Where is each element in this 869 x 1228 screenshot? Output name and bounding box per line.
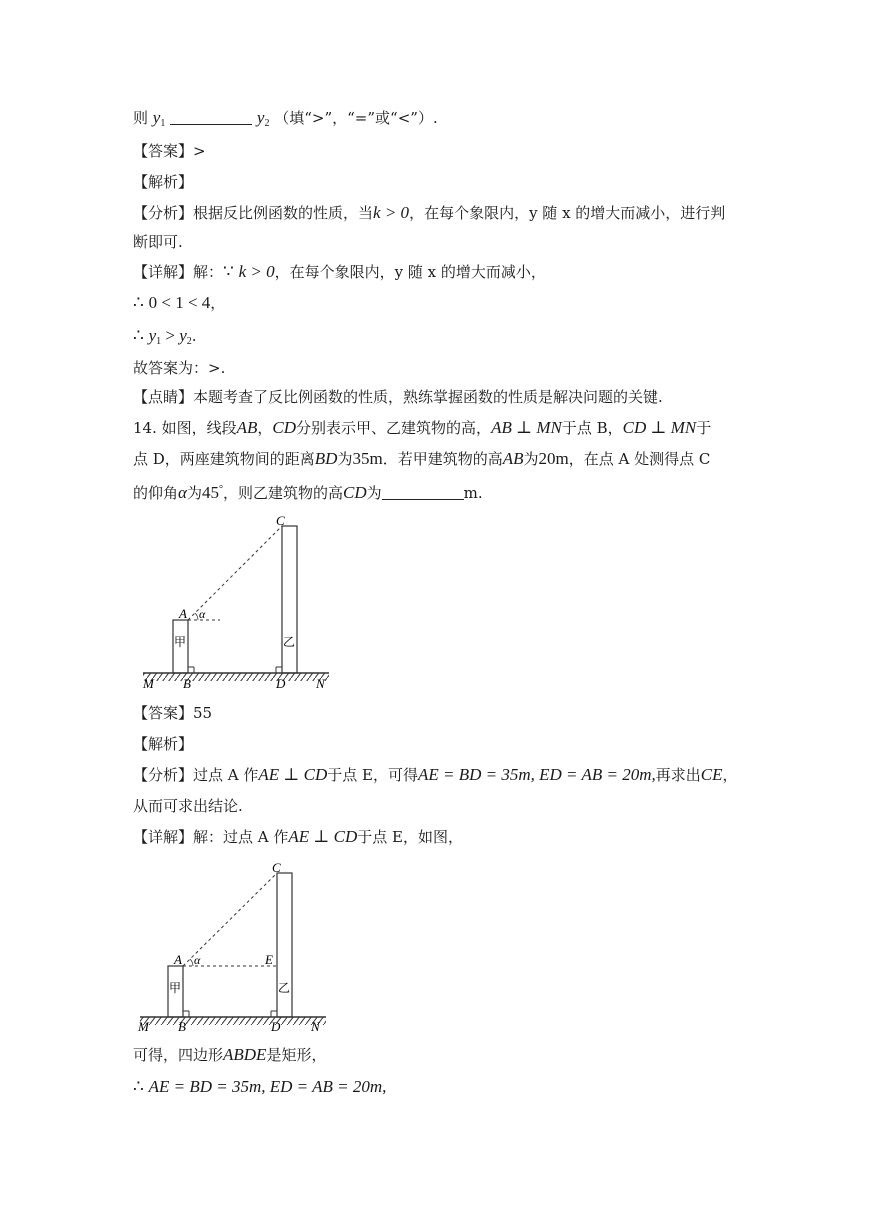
label-N: N [311,1019,320,1034]
equation-line: ∴ AE = BD = 35m, ED = AB = 20m, [133,1077,387,1096]
answer-line-14: 【答案】55 [133,704,213,722]
question-14-line-2: 点 D，两座建筑物间的距离BD为35m．若甲建筑物的高AB为20m，在点 A 处测得点 C [133,449,711,468]
building-figure-2 [132,856,332,1036]
label-C: C [272,860,281,875]
building-yi [282,526,297,673]
answer-line [133,141,206,161]
ground-hatch [140,1017,326,1025]
analysis-line-14-cont: 从而可求出结论. [133,797,243,815]
analysis-heading-14: 【解析】 [133,735,194,753]
sight-line-AC [188,526,282,620]
label-jia: 甲 [174,635,187,649]
building-yi [277,873,292,1017]
label-D: D [271,1019,281,1034]
label-yi: 乙 [278,981,291,995]
label-N: N [316,676,325,691]
y1-symbol: $y_1$ [152,108,166,129]
answer-value: > [193,142,206,160]
rectangle-line: 可得，四边形ABDE是矩形， [133,1045,327,1064]
label-E: E [265,952,273,967]
ground-hatch [143,673,329,681]
fill-blank-line: 则 $y_1$ $y_2$ （填“>”，“=”或“<”）. [133,108,438,129]
label-jia: 甲 [169,981,182,995]
label-M: M [143,676,154,691]
label-C: C [276,513,285,528]
solution-step-1: ∴ 0 < 1 < 4， [133,293,226,312]
label-A: A [179,606,187,621]
label-alpha: α [199,607,206,621]
solution-line-14: 【详解】解：过点 A 作AE ⊥ CD于点 E，如图， [133,827,463,846]
solution-line: 【详解】解：∵ k > 0，在每个象限内，y 随 x 的增大而减小， [133,262,546,281]
label-A: A [174,952,182,967]
analysis-line-cont: 断即可. [133,233,183,251]
label-D: D [276,676,286,691]
building-figure-1 [135,510,335,692]
comment-line: 【点睛】本题考查了反比例函数的性质，熟练掌握函数的性质是解决问题的关键. [133,388,663,406]
label-B: B [183,676,191,691]
solution-step-2: ∴ $y_1 > y_2$. [133,326,197,347]
label-M: M [138,1019,149,1034]
question-14-line-3: 的仰角α为45°，则乙建筑物的高CD为 m. [133,483,483,502]
analysis-line-14: 【分析】过点 A 作AE ⊥ CD于点 E，可得AE = BD = 35m, ED = AB = 20m,再求出CE， [133,765,738,784]
label-B: B [178,1019,186,1034]
label-alpha: α [194,953,201,967]
analysis-line: 【分析】根据反比例函数的性质，当k > 0，在每个象限内，y 随 x 的增大而减小，进行判 [133,203,726,222]
analysis-heading: 【解析】 [133,173,194,191]
answer-blank-14 [382,485,464,500]
question-14-line-1: 14. 如图，线段AB，CD分别表示甲、乙建筑物的高，AB ⊥ MN于点 B，CD ⊥ MN于 [133,418,712,437]
answer-blank [170,110,252,125]
conclusion-line: 故答案为：>. [133,359,226,377]
y2-symbol: $y_2$ [256,108,270,129]
label-yi: 乙 [283,635,296,649]
answer-tag: 【答案】 [133,142,194,160]
